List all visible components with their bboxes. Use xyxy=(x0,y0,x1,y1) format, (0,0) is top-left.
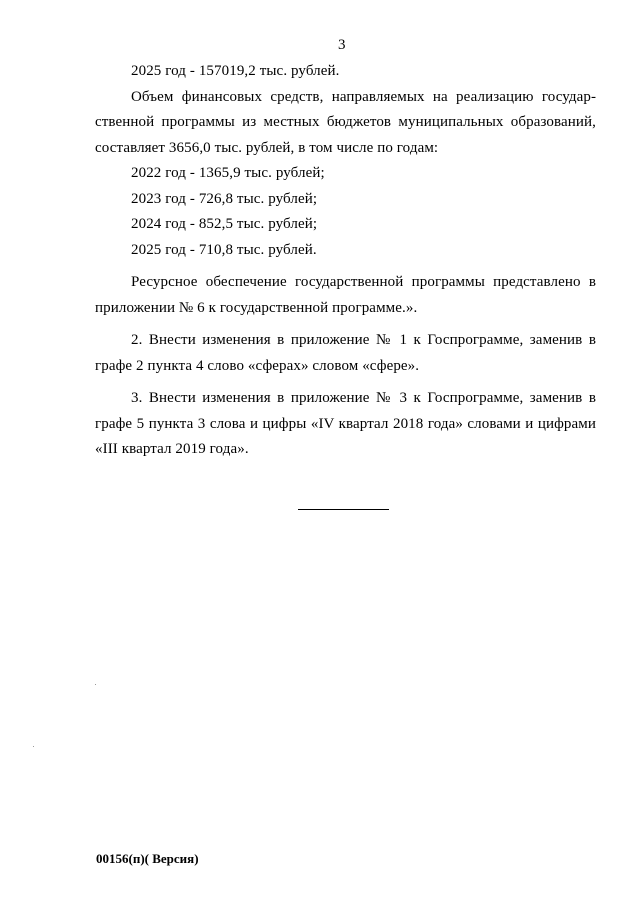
page-number: 3 xyxy=(338,37,346,53)
paragraph-budget-2025-total: 2025 год - 157019,2 тыс. рублей. xyxy=(131,63,340,79)
paragraph-resource-support: Ресурсное обеспечение государственной программы представлено в приложении № 6 к государственной программе.». xyxy=(95,274,596,316)
footer-document-code: 00156(п)( Версия) xyxy=(96,851,199,866)
paragraph-amendment-appendix-1: 2. Внести изменения в приложение № 1 к Госпрограмме, заменив в графе 2 пункта 4 слово «сферах» словом «сфере». xyxy=(95,332,596,374)
paragraph-year-2023: 2023 год - 726,8 тыс. рублей; xyxy=(131,190,318,207)
end-of-text-divider xyxy=(298,509,389,510)
paragraph-amendment-appendix-3: 3. Внести изменения в приложение № 3 к Госпрограмме, заменив в графе 5 пункта 3 слова и цифры «IV квартал 2018 года» словами и цифрами «III квартал 2019 года». xyxy=(95,390,596,457)
scan-speck xyxy=(95,684,96,685)
document-body xyxy=(95,59,596,463)
paragraph-year-2022: 2022 год - 1365,9 тыс. рублей; xyxy=(131,165,325,181)
scan-speck xyxy=(33,746,34,747)
paragraph-year-2025: 2025 год - 710,8 тыс. рублей. xyxy=(131,241,317,258)
paragraph-year-2024: 2024 год - 852,5 тыс. рублей; xyxy=(131,216,318,232)
paragraph-local-budget-funding: Объем финансовых средств, направляемых на реализацию государственной программы из местных бюджетов муниципальных образований, составляет 3656,0 тыс. рублей, в том числе по годам: xyxy=(95,88,596,156)
